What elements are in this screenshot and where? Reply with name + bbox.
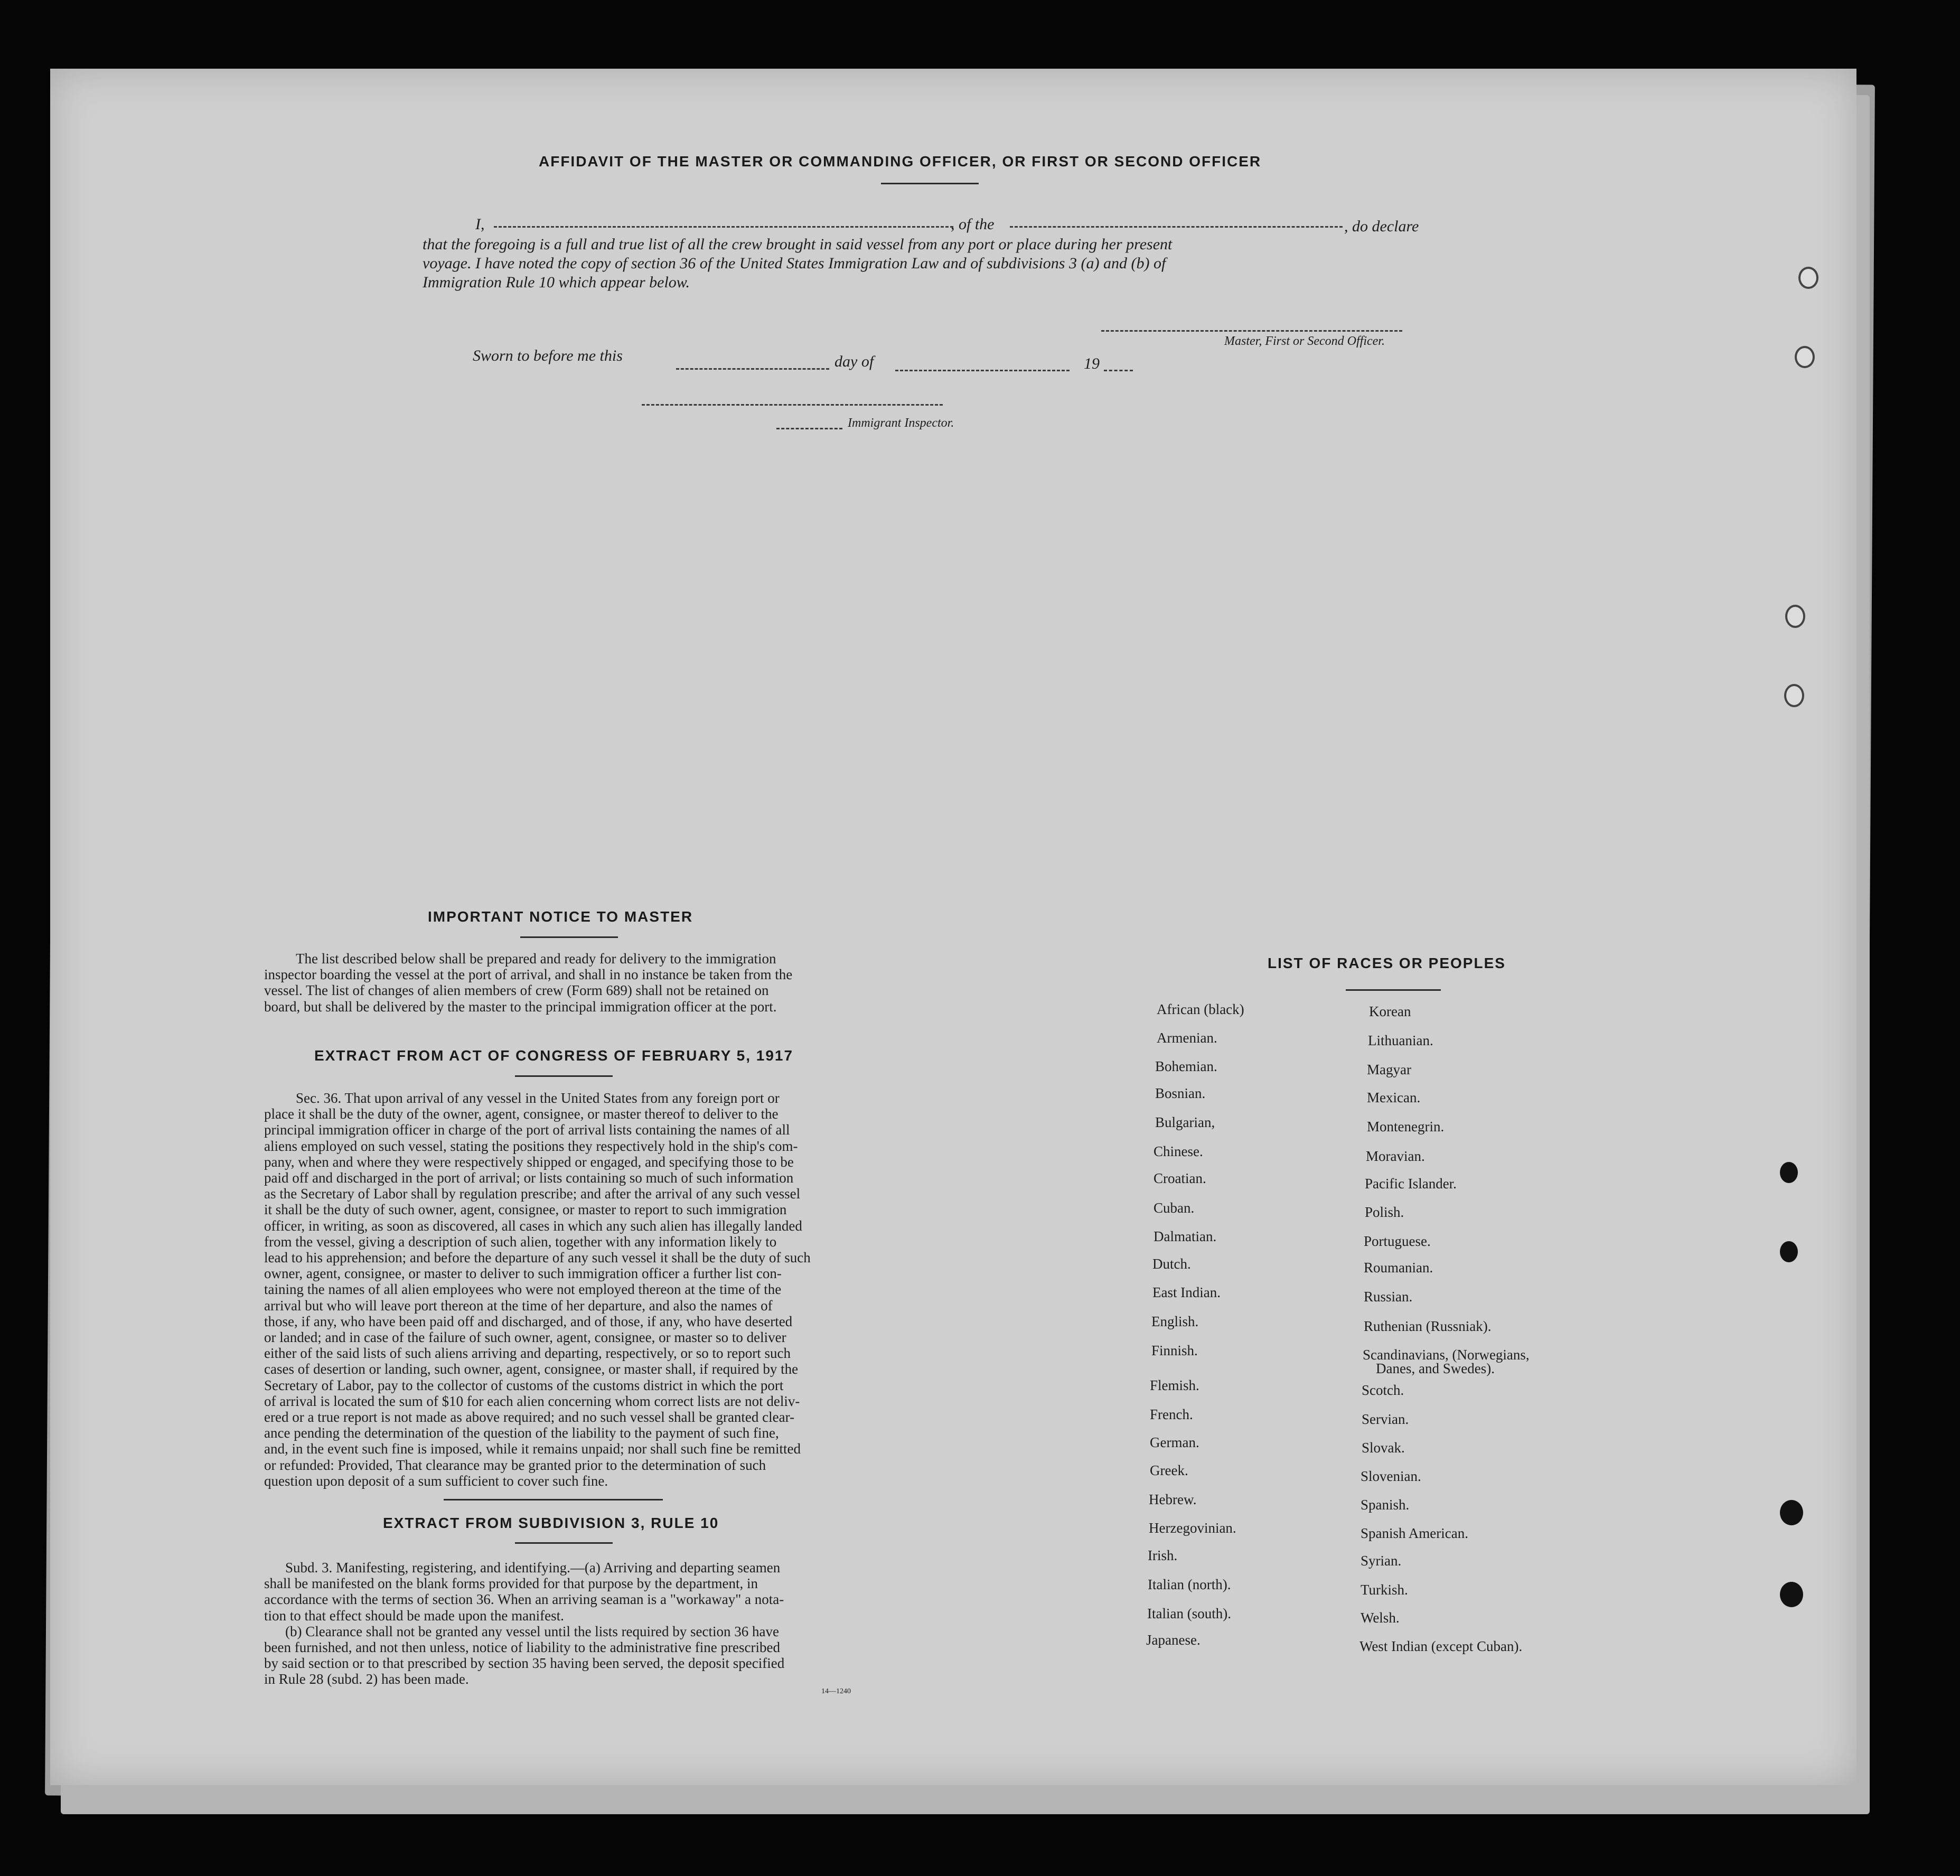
race-right: Russian. xyxy=(1364,1289,1413,1305)
race-left: Cuban. xyxy=(1154,1200,1195,1216)
inspector-signature-line xyxy=(642,404,943,406)
inspector-caption-lead xyxy=(776,428,842,429)
act-line: lead to his apprehension; and before the departure of any such vessel it shall be the duty of such xyxy=(264,1250,811,1266)
race-left: Bulgarian, xyxy=(1155,1114,1215,1130)
binding-hole xyxy=(1780,1500,1803,1525)
act-line: cases of desertion or landing, such owner, agent, consignee, or master shall, if required by the xyxy=(264,1361,799,1377)
act-line: principal immigration officer in charge of the port of arrival lists containing the names of all xyxy=(264,1122,790,1138)
race-left: Herzegovinian. xyxy=(1149,1520,1236,1536)
race-right: Spanish. xyxy=(1361,1497,1410,1513)
rule-extract-title: EXTRACT FROM SUBDIVISION 3, RULE 10 xyxy=(383,1515,719,1531)
act-line: place it shall be the duty of the owner, agent, consignee, or master thereof to deliver to the xyxy=(264,1106,779,1122)
notice-text xyxy=(264,951,874,1015)
race-right: Moravian. xyxy=(1366,1148,1425,1164)
act-line: or refunded: Provided, That clearance may be granted prior to the determination of such xyxy=(264,1457,766,1473)
race-left: Chinese. xyxy=(1154,1143,1203,1159)
rule-line: accordance with the terms of section 36. When an arriving seaman is a "workaway" a nota- xyxy=(264,1591,784,1608)
race-right: Slovak. xyxy=(1362,1440,1405,1456)
notice-line: board, but shall be delivered by the master to the principal immigration officer at the port. xyxy=(264,998,777,1015)
act-line: pany, when and where they were respectively shipped or engaged, and specifying those to be xyxy=(264,1153,794,1170)
race-left: Hebrew. xyxy=(1149,1492,1197,1507)
affidavit-title-rule xyxy=(881,183,979,184)
act-line: aliens employed on such vessel, stating the positions they respectively hold in the ship's com- xyxy=(264,1138,798,1154)
race-left: Dalmatian. xyxy=(1154,1228,1217,1244)
affidavit-i-label: I, xyxy=(475,215,485,233)
act-line: owner, agent, consignee, or master to deliver to such immigration officer a further list con- xyxy=(264,1265,782,1282)
act-line: of arrival is located the sum of $10 for each alien concerning whom correct lists are not deliv- xyxy=(264,1393,800,1409)
act-line: those, if any, who have been paid off and discharged, and of those, if any, who have deserted xyxy=(264,1313,793,1329)
sworn-year-line xyxy=(1104,370,1133,371)
binding-hole xyxy=(1784,684,1804,707)
affidavit-title: AFFIDAVIT OF THE MASTER OR COMMANDING OFFICER, OR FIRST OR SECOND OFFICER xyxy=(539,153,1262,170)
notice-title-rule xyxy=(520,936,618,938)
rule-line: tion to that effect should be made upon the manifest. xyxy=(264,1607,564,1624)
master-name-line xyxy=(494,226,953,228)
race-left: French. xyxy=(1150,1406,1193,1422)
race-left: Flemish. xyxy=(1150,1377,1199,1393)
binding-hole xyxy=(1795,346,1815,368)
race-right: Servian. xyxy=(1362,1411,1409,1427)
act-line: and, in the event such fine is imposed, while it remains unpaid; nor shall such fine be remitted xyxy=(264,1441,801,1457)
race-right: Danes, and Swedes). xyxy=(1376,1361,1495,1376)
act-extract-text xyxy=(264,1090,874,1489)
day-of-label: day of xyxy=(834,353,874,370)
races-title-rule xyxy=(1346,989,1441,991)
act-line: ance pending the determination of the question of the liability to the payment of such fine, xyxy=(264,1425,779,1441)
act-line: Secretary of Labor, pay to the collector of customs of the customs district in which the port xyxy=(264,1377,784,1393)
binding-hole xyxy=(1780,1241,1798,1262)
inspector-caption: Immigrant Inspector. xyxy=(848,416,954,430)
race-right: Polish. xyxy=(1365,1204,1404,1220)
race-right: Scandinavians, (Norwegians, xyxy=(1363,1347,1530,1363)
binding-hole xyxy=(1780,1582,1803,1607)
race-left: English. xyxy=(1151,1314,1199,1329)
notice-title: IMPORTANT NOTICE TO MASTER xyxy=(428,908,693,925)
race-right: Portuguese. xyxy=(1364,1233,1431,1249)
act-line: question upon deposit of a sum sufficient to cover such fine. xyxy=(264,1472,608,1489)
act-extract-title: EXTRACT FROM ACT OF CONGRESS OF FEBRUARY 5, 1917 xyxy=(314,1047,794,1064)
race-right: Lithuanian. xyxy=(1368,1033,1433,1048)
officer-signature-line xyxy=(1101,330,1402,332)
race-left: Croatian. xyxy=(1154,1170,1206,1186)
race-left: African (black) xyxy=(1157,1001,1244,1017)
rule-line: in Rule 28 (subd. 2) has been made. xyxy=(264,1671,469,1687)
notice-line: inspector boarding the vessel at the port of arrival, and shall in no instance be taken from the xyxy=(264,967,793,983)
year-prefix: 19 xyxy=(1084,355,1100,372)
race-right: Scotch. xyxy=(1362,1382,1404,1398)
race-right: Montenegrin. xyxy=(1367,1119,1445,1134)
race-left: Bosnian. xyxy=(1155,1085,1206,1101)
sworn-month-line xyxy=(895,370,1070,371)
race-left: Japanese. xyxy=(1146,1632,1201,1648)
form-number: 14—1240 xyxy=(821,1687,851,1695)
race-right: West Indian (except Cuban). xyxy=(1359,1638,1523,1654)
race-right: Korean xyxy=(1369,1003,1411,1019)
sworn-label: Sworn to before me this xyxy=(473,347,623,364)
rule-line: (b) Clearance shall not be granted any vessel until the lists required by section 36 have xyxy=(285,1623,779,1639)
document-page xyxy=(50,69,1856,1785)
rule-line: been furnished, and not then unless, notice of liability to the administrative fine prescribed xyxy=(264,1639,780,1656)
race-right: Syrian. xyxy=(1361,1553,1402,1569)
act-line: or landed; and in case of the failure of such owner, agent, consignee, or master so to deliver xyxy=(264,1329,786,1346)
act-line: from the vessel, giving a description of such alien, together with any information likely to xyxy=(264,1233,777,1250)
notice-line: The list described below shall be prepared and ready for delivery to the immigration xyxy=(296,951,776,967)
race-right: Pacific Islander. xyxy=(1365,1176,1457,1192)
act-extract-title-rule xyxy=(515,1075,613,1077)
act-line: arrival but who will leave port thereon at the time of her departure, and also the names of xyxy=(264,1297,773,1314)
race-left: German. xyxy=(1150,1434,1199,1450)
race-left: Finnish. xyxy=(1151,1343,1198,1358)
act-line: paid off and discharged in the port of arrival; or lists containing so much of such information xyxy=(264,1170,794,1186)
of-the-label: , of the xyxy=(951,215,995,233)
notice-line: vessel. The list of changes of alien members of crew (Form 689) shall not be retained on xyxy=(264,982,769,999)
race-left: Armenian. xyxy=(1157,1030,1217,1046)
rule-line: shall be manifested on the blank forms provided for that purpose by the department, in xyxy=(264,1575,758,1592)
races-title: LIST OF RACES OR PEOPLES xyxy=(1268,955,1506,971)
rule-extract-text xyxy=(264,1560,864,1687)
sworn-day-line xyxy=(676,368,829,370)
rule-line: by said section or to that prescribed by section 35 having been served, the deposit specified xyxy=(264,1655,785,1672)
act-line: it shall be the duty of such owner, agent, consignee, or master to report to such immigration xyxy=(264,1202,787,1218)
act-line: officer, in writing, as soon as discovered, all cases in which any such alien has illegally landed xyxy=(264,1217,802,1234)
act-line: Sec. 36. That upon arrival of any vessel in the United States from any foreign port or xyxy=(296,1090,780,1106)
affidavit-body-line-2: voyage. I have noted the copy of section 36 of the United States Immigration Law and of subdivisions 3 (a) and (b) of xyxy=(423,255,1166,272)
act-line: either of the said lists of such aliens arriving and departing, respectively, or so to report such xyxy=(264,1345,791,1362)
race-right: Turkish. xyxy=(1361,1582,1408,1598)
section-divider-rule xyxy=(444,1499,663,1500)
rule-extract-title-rule xyxy=(515,1542,613,1544)
vessel-name-line xyxy=(1010,226,1343,228)
race-right: Mexican. xyxy=(1367,1090,1421,1105)
race-right: Roumanian. xyxy=(1364,1260,1433,1275)
binding-hole xyxy=(1785,605,1805,628)
race-right: Ruthenian (Russniak). xyxy=(1364,1318,1492,1334)
race-right: Welsh. xyxy=(1361,1610,1400,1626)
race-left: East Indian. xyxy=(1152,1284,1221,1300)
act-line: as the Secretary of Labor shall by regulation prescribe; and after the arrival of any such vessel xyxy=(264,1186,801,1202)
race-right: Slovenian. xyxy=(1361,1468,1421,1484)
race-right: Spanish American. xyxy=(1361,1525,1468,1541)
affidavit-body-line-3: Immigration Rule 10 which appear below. xyxy=(423,274,690,291)
race-left: Dutch. xyxy=(1152,1256,1191,1272)
rule-line: Subd. 3. Manifesting, registering, and identifying.—(a) Arriving and departing seamen xyxy=(285,1560,781,1575)
binding-hole xyxy=(1780,1162,1798,1183)
race-left: Bohemian. xyxy=(1155,1058,1217,1074)
race-left: Italian (north). xyxy=(1148,1577,1231,1592)
binding-hole xyxy=(1798,267,1818,289)
act-line: ered or a true report is not made as above required; and no such vessel shall be granted clear- xyxy=(264,1409,795,1425)
do-declare-label: , do declare xyxy=(1344,218,1419,235)
affidavit-body-line-1: that the foregoing is a full and true list of all the crew brought in said vessel from any port or place during her present xyxy=(423,236,1173,253)
race-left: Italian (south). xyxy=(1147,1606,1231,1621)
race-left: Greek. xyxy=(1150,1462,1188,1478)
act-line: taining the names of all alien employees who were not employed thereon at the time of the xyxy=(264,1281,782,1298)
race-left: Irish. xyxy=(1148,1547,1178,1563)
race-right: Magyar xyxy=(1367,1062,1411,1077)
officer-signature-caption: Master, First or Second Officer. xyxy=(1224,334,1385,348)
